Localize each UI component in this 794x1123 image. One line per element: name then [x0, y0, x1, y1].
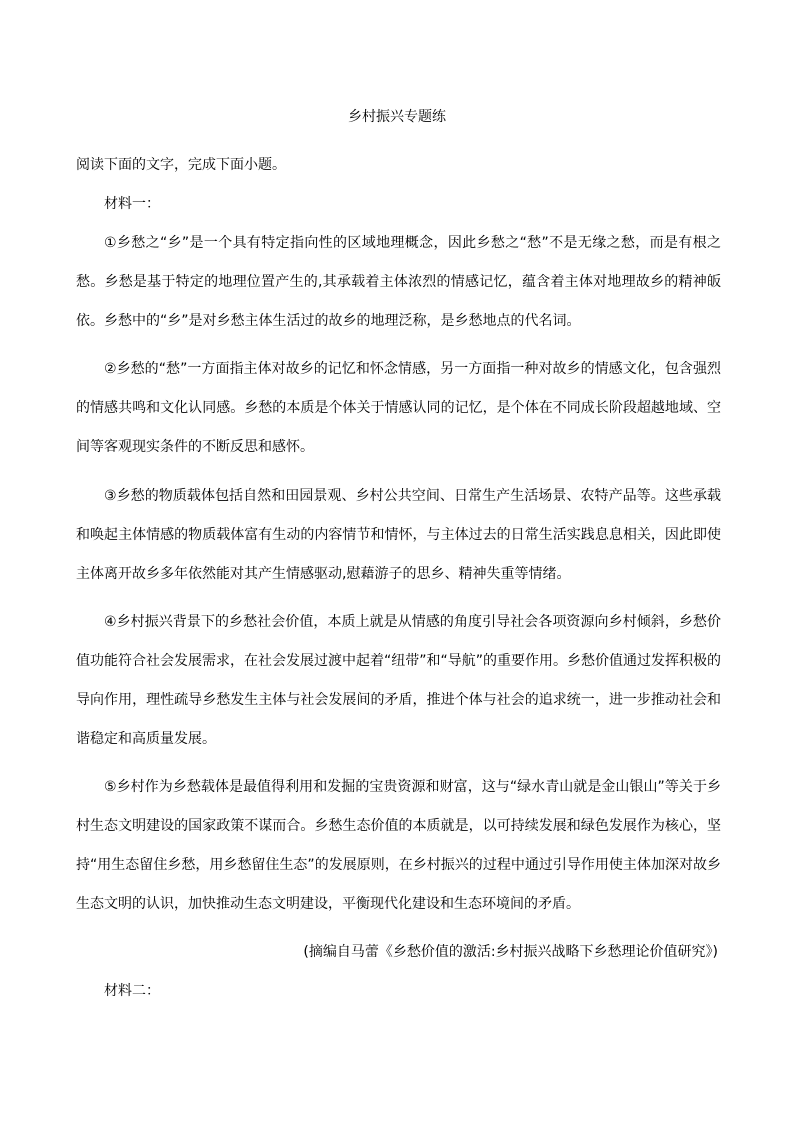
source-citation: (摘编自马蕾《乡愁价值的激活:乡村振兴战略下乡愁理论价值研究》): [303, 944, 718, 960]
paragraph-3: ③乡愁的物质载体包括自然和田园景观、乡村公共空间、日常生产生活场景、农特产品等。这些承载和唤起主体情感的物质载体富有生动的内容情节和情怀，与主体过去的日常生活实践息息相关，因此即使主体离开故乡多年依然能对其产生情感驱动,慰藉游子的思乡、精神失重等情绪。: [76, 488, 721, 582]
document-title: 乡村振兴专题练: [348, 109, 446, 125]
material-one-label: 材料一：: [104, 196, 160, 212]
material-two-label: 材料二：: [104, 983, 160, 999]
paragraph-4: ④乡村振兴背景下的乡愁社会价值，本质上就是从情感的角度引导社会各项资源向乡村倾斜，乡愁价值功能符合社会发展需求，在社会发展过渡中起着“纽带”和“导航”的重要作用。乡愁价值通过发挥积极的导向作用，理性疏导乡愁发生主体与社会发展间的矛盾，推进个体与社会的追求统一，进一步推动社会和谐稳定和高质量发展。: [76, 614, 722, 747]
paragraph-1: ①乡愁之“乡”是一个具有特定指向性的区域地理概念，因此乡愁之“愁”不是无缘之愁，而是有根之愁。乡愁是基于特定的地理位置产生的,其承载着主体浓烈的情感记忆，蕴含着主体对地理故乡的精神皈依。乡愁中的“乡”是对乡愁主体生活过的故乡的地理泛称，是乡愁地点的代名词。: [76, 235, 721, 329]
reading-instruction: 阅读下面的文字，完成下面小题。: [76, 157, 286, 173]
paragraph-5: ⑤乡村作为乡愁载体是最值得利用和发掘的宝贵资源和财富，这与“绿水青山就是金山银山”等关于乡村生态文明建设的国家政策不谋而合。乡愁生态价值的本质就是，以可持续发展和绿色发展作为核心，坚持“用生态留住乡愁，用乡愁留住生态”的发展原则，在乡村振兴的过程中通过引导作用使主体加深对故乡生态文明的认识，加快推动生态文明建设，平衡现代化建设和生态环境间的矛盾。: [76, 779, 721, 912]
paragraph-2: ②乡愁的“愁”一方面指主体对故乡的记忆和怀念情感，另一方面指一种对故乡的情感文化，包含强烈的情感共鸣和文化认同感。乡愁的本质是个体关于情感认同的记忆，是个体在不同成长阶段超越地域、空间等客观现实条件的不断反思和感怀。: [76, 361, 721, 455]
